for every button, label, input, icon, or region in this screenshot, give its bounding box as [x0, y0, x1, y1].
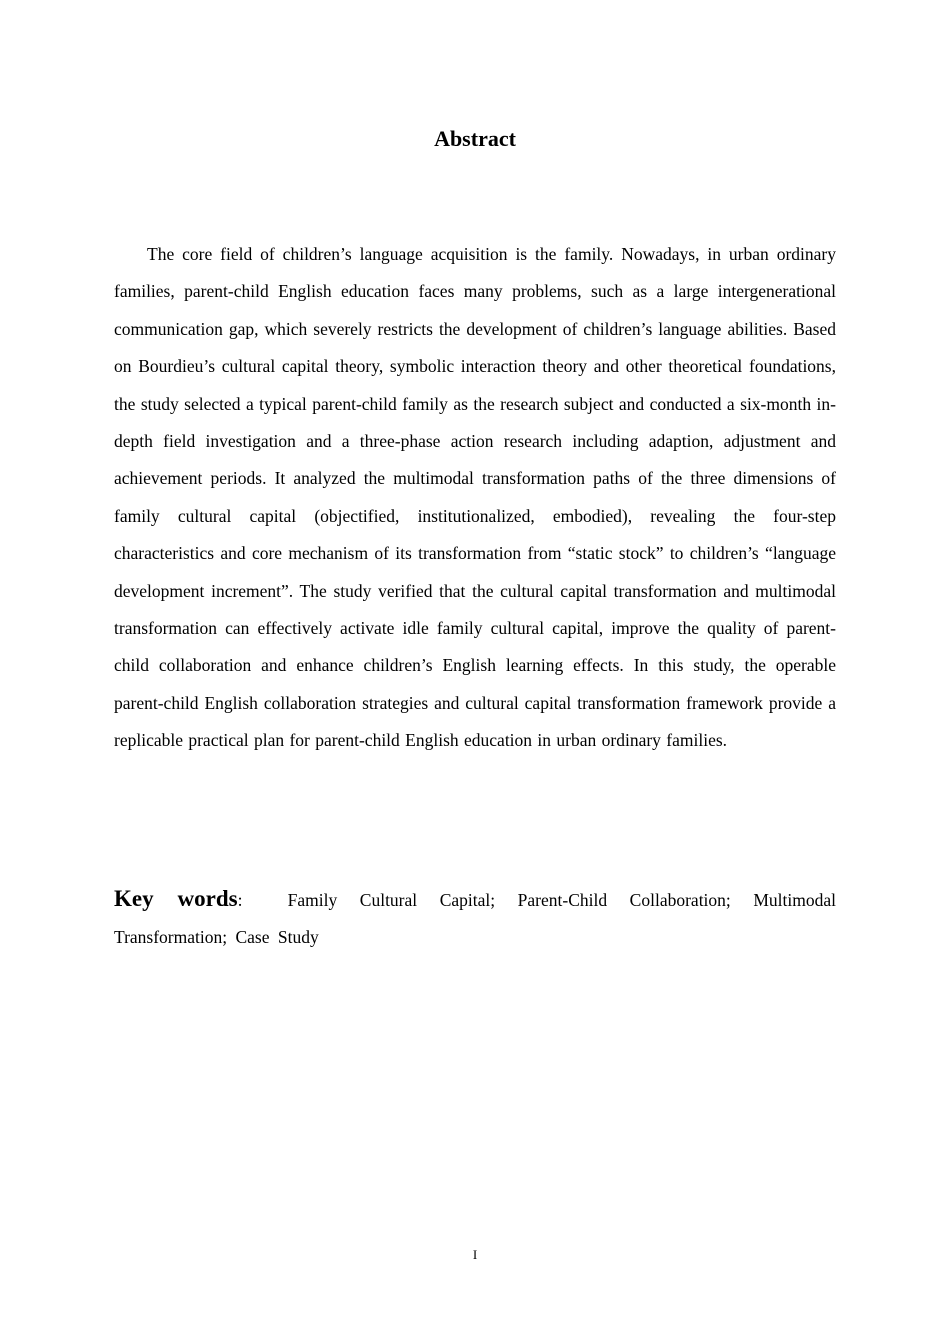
abstract-paragraph: The core field of children’s language acquisition is the family. Nowadays, in urban ordinary families, parent-child English education faces many problems, such as a large intergenerational communication gap, which severely restricts the development of children’s language abilities. Based on Bourdieu’s cultural capital theory, symbolic interaction theory and other theoretical foundations, the study selected a typical parent-child family as the research subject and conducted a six-month in-depth field investigation and a three-phase action research including adaption, adjustment and achievement periods. It analyzed the multimodal transformation paths of the three dimensions of family cultural capital (objectified, institutionalized, embodied), revealing the four-step characteristics and core mechanism of its transformation from “static stock” to children’s “language development increment”. The study verified that the cultural capital transformation and multimodal transformation can effectively activate idle family cultural capital, improve the quality of parent-child collaboration and enhance children’s English learning effects. In this study, the operable parent-child English collaboration strategies and cultural capital transformation framework provide a replicable practical plan for parent-child English education in urban ordinary families. — [114, 244, 836, 751]
page-number: I — [472, 1247, 478, 1262]
keywords-list: Family Cultural Capital; Parent-Child Collaboration; Multimodal Transformation; Case Study — [114, 890, 836, 947]
keywords-line — [114, 880, 836, 956]
keywords-separator: : — [237, 890, 243, 910]
keywords-label: Key words — [114, 886, 238, 911]
abstract-title: Abstract — [434, 126, 516, 151]
